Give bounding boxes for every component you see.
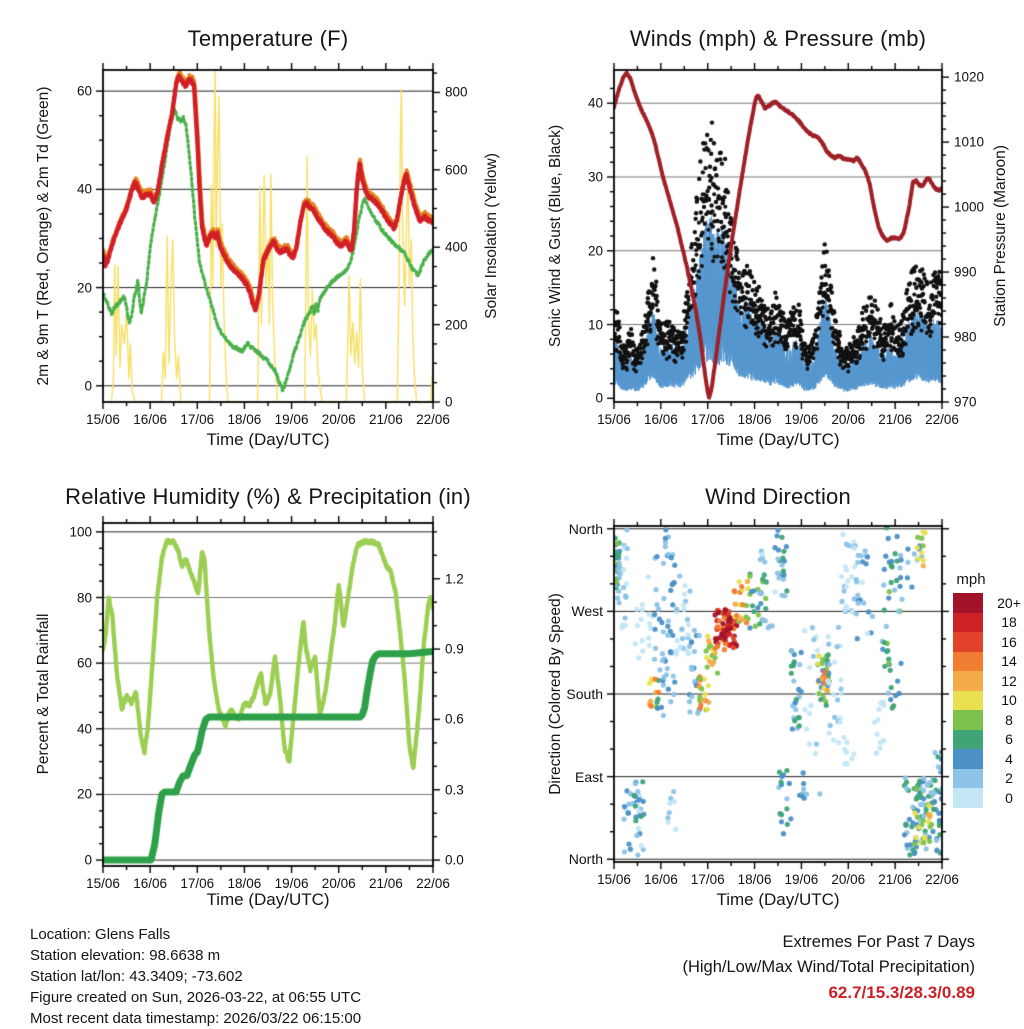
colorbar-level-label: 20+ <box>997 594 1021 611</box>
tick-label: 22/06 <box>925 412 959 427</box>
colorbar-level-label: 2 <box>1005 770 1013 787</box>
colorbar-swatch <box>953 652 983 672</box>
tick-label: 22/06 <box>416 412 450 427</box>
tick-label: 0.6 <box>445 711 464 727</box>
tick-label: 100 <box>69 524 92 540</box>
tick-label: 80 <box>76 590 92 605</box>
colorbar-level-label: 12 <box>1001 672 1017 689</box>
colorbar-level-label: 8 <box>1005 711 1013 728</box>
tick-label: 20/06 <box>321 876 356 891</box>
tick-label: 0.3 <box>445 782 464 798</box>
rh-y-axis-label: Percent & Total Rainfall <box>35 613 52 775</box>
tick-label: 0 <box>84 378 92 394</box>
tick-label: 18/06 <box>227 412 262 427</box>
tick-label: 60 <box>76 83 92 99</box>
rh-precip-title: Relative Humidity (%) & Precipitation (in) <box>65 484 471 509</box>
station-elevation: Station elevation: 98.6638 m <box>30 947 221 964</box>
tick-label: 19/06 <box>784 872 819 887</box>
tick-label: 10 <box>587 317 603 333</box>
insolation-y-axis-label: Solar Insolation (Yellow) <box>483 153 500 319</box>
tick-label: 16/06 <box>643 872 678 887</box>
tick-label: 17/06 <box>690 872 725 887</box>
tick-label: 1020 <box>954 69 985 85</box>
tick-label: 20 <box>76 280 92 296</box>
tick-label: West <box>571 603 603 620</box>
tick-label: 16/06 <box>643 412 678 427</box>
tick-label: 21/06 <box>368 412 403 427</box>
tick-label: 40 <box>587 95 603 111</box>
tick-label: 21/06 <box>878 412 913 427</box>
colorbar-swatch <box>953 788 983 808</box>
tick-label: 600 <box>445 162 468 178</box>
tick-label: North <box>568 851 603 868</box>
colorbar-level-label: 16 <box>1001 633 1017 650</box>
colorbar-level-label: 4 <box>1005 750 1013 767</box>
direction-x-axis-label: Time (Day/UTC) <box>716 890 840 909</box>
tick-label: 990 <box>954 264 977 280</box>
temperature-title: Temperature (F) <box>187 26 349 51</box>
colorbar-level-label: 18 <box>1001 614 1017 631</box>
temperature-x-axis-label: Time (Day/UTC) <box>206 430 330 449</box>
tick-label: 970 <box>954 394 977 410</box>
colorbar-level-label: 14 <box>1001 653 1017 670</box>
extremes-heading: Extremes For Past 7 Days <box>782 933 975 951</box>
figure-created-timestamp: Figure created on Sun, 2026-03-22, at 06:55 UTC <box>30 989 362 1006</box>
extremes-summary <box>682 930 975 1005</box>
colorbar-swatch <box>953 691 983 711</box>
tick-label: 18/06 <box>737 412 772 427</box>
winds-pressure-title: Winds (mph) & Pressure (mb) <box>629 26 927 51</box>
tick-label: North <box>568 520 603 537</box>
colorbar-units-label: mph <box>956 571 986 588</box>
tick-label: 60 <box>76 655 92 671</box>
colorbar-swatch <box>953 632 983 652</box>
tick-label: 21/06 <box>878 872 913 887</box>
station-location: Location: Glens Falls <box>30 926 171 943</box>
colorbar-swatch <box>953 769 983 789</box>
direction-y-axis-label: Direction (Colored By Speed) <box>547 593 564 795</box>
tick-label: 18/06 <box>737 872 772 887</box>
tick-label: 20/06 <box>831 872 866 887</box>
tick-label: 19/06 <box>784 412 819 427</box>
wind-gust-y-axis-label: Sonic Wind & Gust (Blue, Black) <box>547 124 564 348</box>
tick-label: 18/06 <box>227 876 262 891</box>
tick-label: 0 <box>445 394 453 410</box>
extremes-subheading: (High/Low/Max Wind/Total Precipitation) <box>682 958 975 976</box>
tick-label: South <box>566 686 603 702</box>
pressure-y-axis-label: Station Pressure (Maroon) <box>992 145 1009 327</box>
tick-label: 0 <box>595 390 603 406</box>
station-info <box>30 924 361 1029</box>
rh-x-axis-label: Time (Day/UTC) <box>206 890 330 909</box>
recent-data-timestamp: Most recent data timestamp: 2026/03/22 06:15:00 <box>30 1010 362 1027</box>
colorbar-level-label: 0 <box>1005 789 1013 806</box>
tick-label: 15/06 <box>86 876 120 891</box>
tick-label: 15/06 <box>597 412 631 427</box>
tick-label: 22/06 <box>416 876 450 891</box>
tick-label: 40 <box>76 181 92 197</box>
tick-label: 15/06 <box>597 872 631 887</box>
station-latlon: Station lat/lon: 43.3409; -73.602 <box>30 968 243 985</box>
winds-x-axis-label: Time (Day/UTC) <box>716 430 840 449</box>
colorbar-cells <box>953 593 983 808</box>
tick-label: 0.9 <box>445 641 464 657</box>
temperature-y-axis-label: 2m & 9m T (Red, Orange) & 2m Td (Green) <box>35 86 52 386</box>
tick-label: 30 <box>587 169 603 185</box>
colorbar-level-label: 6 <box>1005 731 1013 748</box>
colorbar-swatch <box>953 730 983 750</box>
tick-label: 17/06 <box>180 876 215 891</box>
tick-label: 1.2 <box>445 571 464 587</box>
tick-label: East <box>574 768 603 785</box>
tick-label: 19/06 <box>274 876 309 891</box>
tick-label: 19/06 <box>274 412 309 427</box>
colorbar-swatch <box>953 749 983 769</box>
colorbar-level-label: 10 <box>1001 692 1017 709</box>
colorbar-swatch <box>953 613 983 633</box>
tick-label: 0.0 <box>445 852 464 868</box>
tick-label: 20/06 <box>321 412 356 427</box>
colorbar-swatch <box>953 710 983 730</box>
colorbar-swatch <box>953 671 983 691</box>
tick-label: 400 <box>445 239 468 255</box>
tick-label: 1000 <box>954 199 985 215</box>
tick-label: 800 <box>445 84 468 100</box>
colorbar-swatch <box>953 593 983 613</box>
tick-label: 980 <box>954 329 977 345</box>
tick-label: 17/06 <box>180 412 215 427</box>
tick-label: 0 <box>84 852 92 868</box>
tick-label: 16/06 <box>133 412 168 427</box>
tick-label: 17/06 <box>690 412 725 427</box>
tick-label: 40 <box>76 721 92 737</box>
wind-direction-title: Wind Direction <box>705 484 851 509</box>
tick-label: 16/06 <box>133 876 168 891</box>
tick-label: 1010 <box>954 134 985 150</box>
tick-label: 21/06 <box>368 876 403 891</box>
tick-label: 20 <box>587 243 603 259</box>
tick-label: 20/06 <box>831 412 866 427</box>
tick-label: 15/06 <box>86 412 120 427</box>
tick-label: 20 <box>76 786 92 802</box>
tick-label: 200 <box>445 317 468 333</box>
extremes-values: 62.7/15.3/28.3/0.89 <box>828 983 975 1002</box>
wind-speed-colorbar <box>953 571 1021 808</box>
tick-label: 22/06 <box>925 872 959 887</box>
